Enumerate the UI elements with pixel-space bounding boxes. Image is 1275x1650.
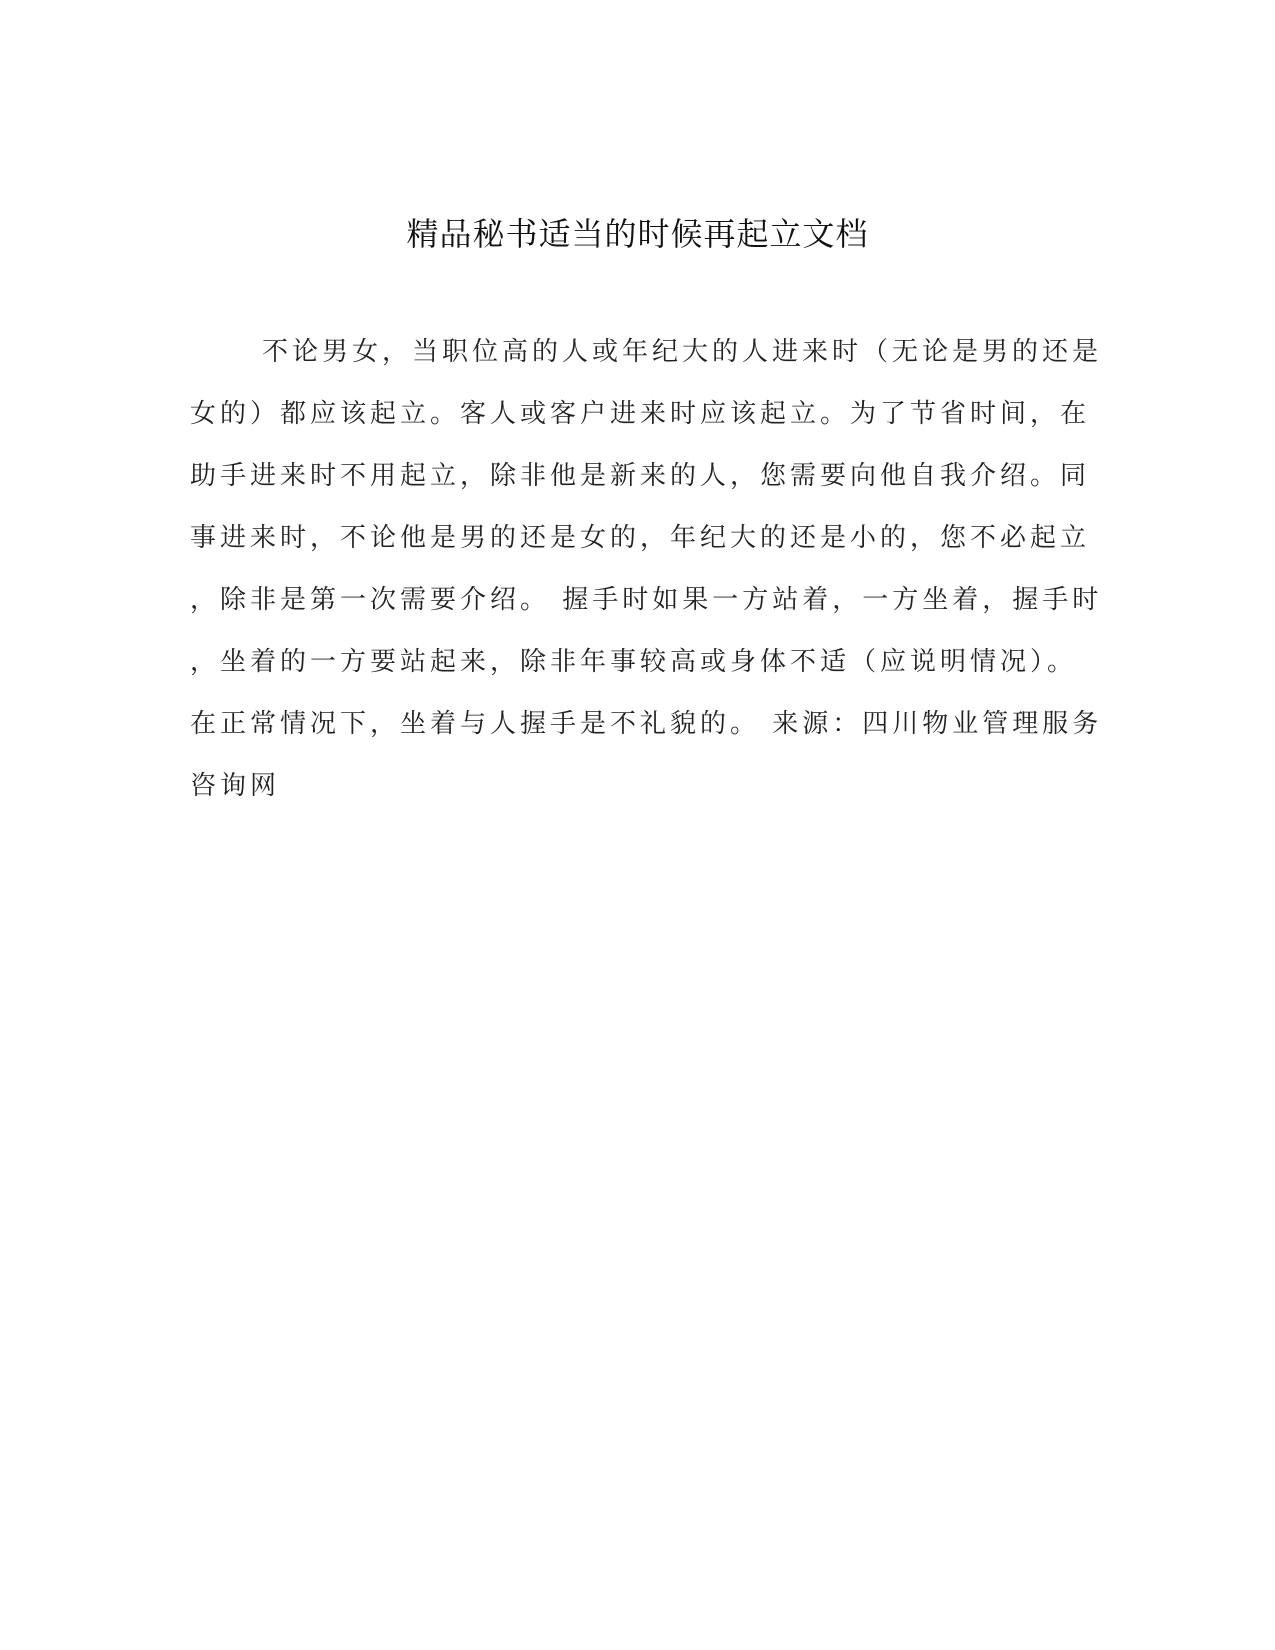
body-line: 在正常情况下，坐着与人握手是不礼貌的。 来源：四川物业管理服务 [190, 709, 1103, 739]
body-line: ，除非是第一次需要介绍。 握手时如果一方站着，一方坐着，握手时 [190, 585, 1103, 615]
body-line: 咨询网 [190, 771, 281, 801]
document-title: 精品秘书适当的时候再起立文档 [406, 215, 869, 253]
body-line: 事进来时，不论他是男的还是女的，年纪大的还是小的，您不必起立 [190, 523, 1091, 553]
document-body [190, 332, 1103, 828]
body-line: 女的）都应该起立。客人或客户进来时应该起立。为了节省时间，在 [190, 399, 1091, 429]
body-line: 助手进来时不用起立，除非他是新来的人，您需要向他自我介绍。同 [190, 461, 1091, 491]
body-line: ，坐着的一方要站起来，除非年事较高或身体不适（应说明情况）。 [190, 647, 1078, 677]
body-line: 不论男女，当职位高的人或年纪大的人进来时（无论是男的还是 [262, 337, 1103, 367]
